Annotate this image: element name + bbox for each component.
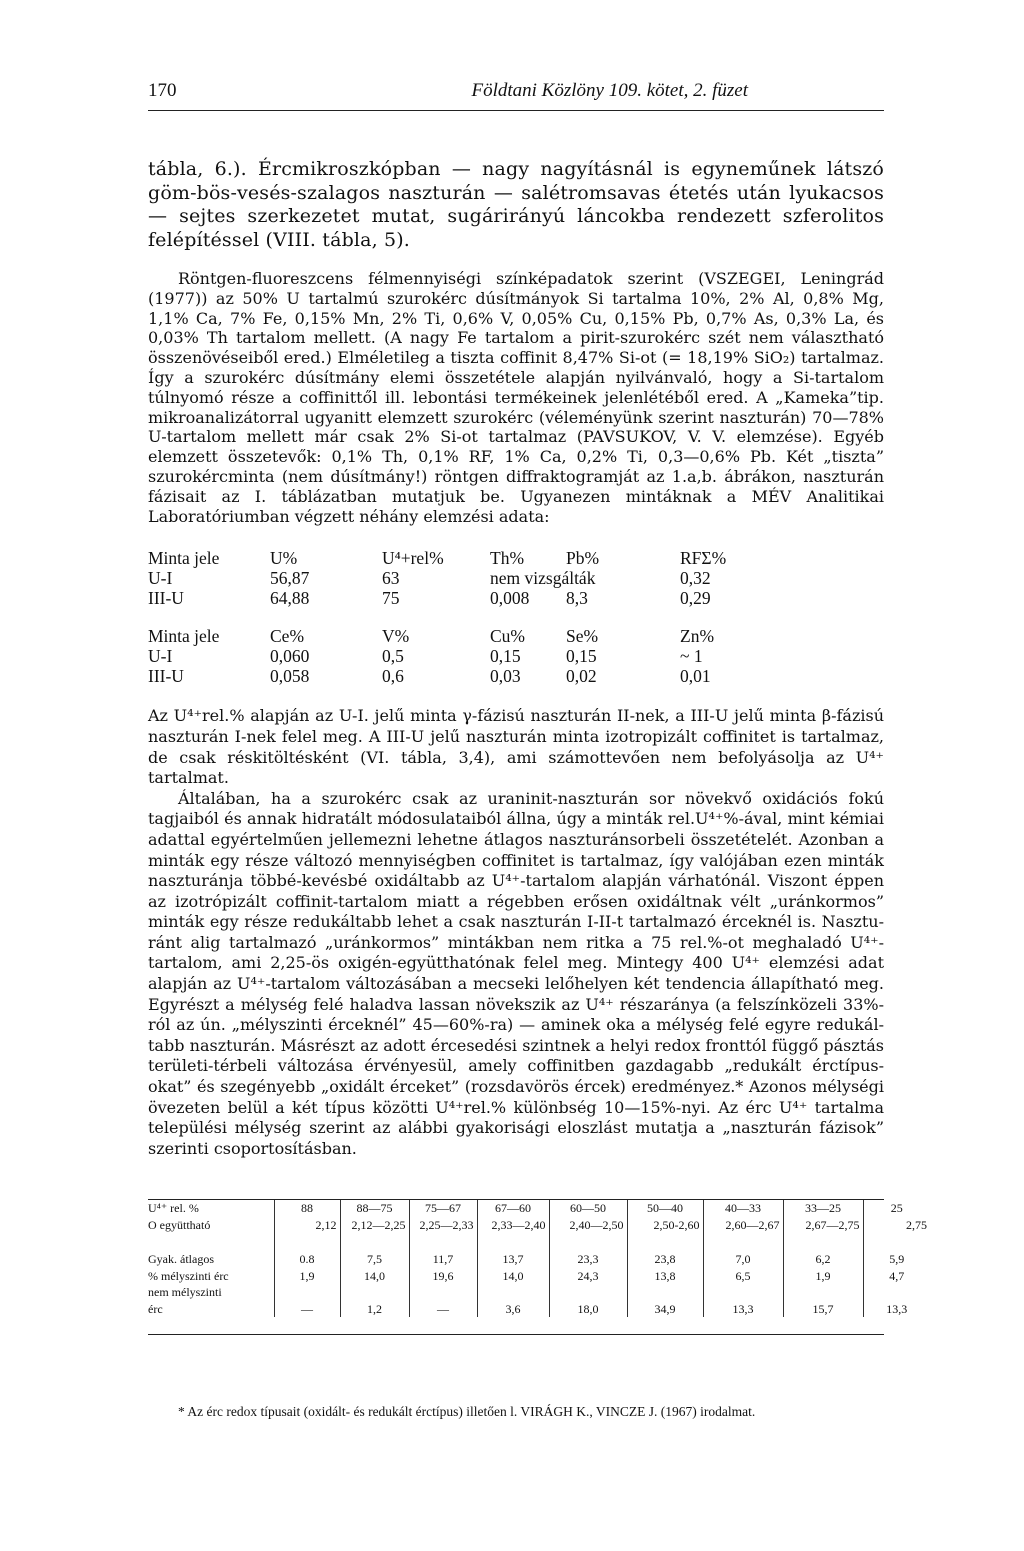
- table-cell: 0,060: [270, 646, 310, 667]
- table-cell: 2,50-2,60: [627, 1217, 703, 1234]
- table-cell: 14,0: [340, 1268, 409, 1285]
- table-cell: [274, 1284, 340, 1301]
- table-cell: 0,15: [490, 646, 521, 667]
- table-cell: [627, 1284, 703, 1301]
- table-cell: 56,87: [270, 568, 310, 589]
- table-cell: 60—50: [549, 1200, 627, 1217]
- table-cell: 0,01: [680, 666, 711, 687]
- table-cell: 33—25: [783, 1200, 863, 1217]
- row-u4-rel: [148, 1200, 930, 1217]
- table-cell: 40—33: [703, 1200, 783, 1217]
- table-cell: [863, 1284, 930, 1301]
- table-cell: 0.8: [274, 1251, 340, 1268]
- table-cell: ~ 1: [680, 646, 703, 667]
- header-cell: Se%: [566, 626, 599, 647]
- table-cell: 0,02: [566, 666, 597, 687]
- row-label: O együttható: [148, 1217, 211, 1232]
- row-label: % mélyszinti érc: [148, 1268, 229, 1283]
- table-cell: [783, 1284, 863, 1301]
- table-cell: 23,8: [627, 1251, 703, 1268]
- analysis-table-2-header: [148, 626, 884, 646]
- table-cell: 25: [863, 1200, 930, 1217]
- table-row: [148, 568, 884, 588]
- page: [148, 80, 927, 1335]
- table-cell: 5,9: [863, 1251, 930, 1268]
- footnote: * Az érc redox típusait (oxidált- és redukált érctípus) illetően l. VIRÁGH K., VINCZE J. (1967) irodalmat.: [178, 1404, 756, 1419]
- journal-title: Földtani Közlöny 109. kötet, 2. füzet: [471, 80, 748, 101]
- table-cell: 34,9: [627, 1301, 703, 1318]
- table-cell: 2,40—2,50: [549, 1217, 627, 1234]
- header-cell: V%: [382, 626, 410, 647]
- table-cell: [409, 1284, 477, 1301]
- row-label: U⁴⁺ rel. %: [148, 1201, 199, 1216]
- running-header: [148, 80, 884, 111]
- row-oxygen-coefficient: [148, 1217, 930, 1234]
- sample-id: U-I: [148, 646, 173, 667]
- table-cell: 0,058: [270, 666, 310, 687]
- table-cell: 0,03: [490, 666, 521, 687]
- table-cell: 6,2: [783, 1251, 863, 1268]
- header-cell: Ce%: [270, 626, 305, 647]
- sample-id: III-U: [148, 588, 184, 609]
- table-cell: 2,33—2,40: [477, 1217, 549, 1234]
- table-cell: 23,3: [549, 1251, 627, 1268]
- header-cell: U%: [270, 548, 298, 569]
- row-nondeep-ore: [148, 1301, 930, 1318]
- table-cell: 2,60—2,67: [703, 1217, 783, 1234]
- header-cell: Minta jele: [148, 548, 220, 569]
- table-cell: 64,88: [270, 588, 310, 609]
- table-cell: 18,0: [549, 1301, 627, 1318]
- paragraph-intro: tábla, 6.). Ércmikroszkópban — nagy nagyításnál is egyneműnek látszó göm-bös-vesés-szalagos naszturán — salétromsavas étetés után lyukacsos — sejtes szerkezetet mutat, sugárirányú láncokba rendezett szferolitos felépítéssel (VIII. tábla, 5).: [148, 158, 884, 251]
- table-cell: 67—60: [477, 1200, 549, 1217]
- paragraph-phase: Az U⁴⁺rel.% alapján az U-I. jelű minta γ-fázisú naszturán II-nek, a III-U jelű minta β-fázisú naszturán I-nek felel meg. A III-U jelű naszturán minta izotropizált coffinitet is tartalmaz, de csak réskitöltésként (VI. tábla, 3,4), ami számottevően nem befolyásolja az U⁴⁺ tartalmat.: [148, 706, 884, 788]
- table-cell: 13,7: [477, 1251, 549, 1268]
- table-cell: 1,2: [340, 1301, 409, 1318]
- row-label: nem mélyszinti: [148, 1285, 222, 1300]
- table-row: [148, 588, 884, 608]
- table-cell: 6,5: [703, 1268, 783, 1285]
- analysis-table: [148, 548, 884, 686]
- table-cell: 50—40: [627, 1200, 703, 1217]
- table-cell: 1,9: [783, 1268, 863, 1285]
- table-cell: 0,6: [382, 666, 404, 687]
- table-cell: 11,7: [409, 1251, 477, 1268]
- table-cell: 88: [274, 1200, 340, 1217]
- header-cell: Pb%: [566, 548, 600, 569]
- header-cell: U⁴+rel%: [382, 548, 444, 569]
- table-cell: 1,9: [274, 1268, 340, 1285]
- table-cell: 0,29: [680, 588, 711, 609]
- table-cell: 3,6: [477, 1301, 549, 1318]
- table-cell: 0,15: [566, 646, 597, 667]
- table-cell: 24,3: [549, 1268, 627, 1285]
- header-cell: Minta jele: [148, 626, 220, 647]
- table-cell: [549, 1284, 627, 1301]
- sample-id: III-U: [148, 666, 184, 687]
- table-cell: 0,008: [490, 588, 530, 609]
- table-cell: 7,0: [703, 1251, 783, 1268]
- table-cell: —: [409, 1301, 477, 1318]
- table-cell: [703, 1284, 783, 1301]
- paragraph-general: Általában, ha a szurokérc csak az uraninit-naszturán sor növekvő oxidációs fokú tagjaiból és annak hidratált módosulataiból állna, úgy a minták rel.U⁴⁺%-ával, mint kémiai adattal egyértelműen jellemezni lehetne átlagos naszturánsorbeli összetételét. Azonban a minták egy része változó mennyiségben coffinitet is tartalmaz, így valójában ezen minták naszturánja többé-kevésbé oxidáltabb az U⁴⁺-tartalom alapján várhatónál. Viszont éppen az izotrópizált coffinit-tartalom miatt a régebben erősen oxidáltnak vélt „uránkormos” minták egy része redukáltabb lehet a csak naszturán I-II-t tartalmazó érceknél is. Nasztu-ránt alig tartalmazó „uránkormos” mintákban nem ritka a 75 rel.%-ot meghaladó U⁴⁺-tartalom, ami 2,25-ös oxigén-együtthatónak felel meg. Mintegy 400 U⁴⁺ elemzési adat alapján az U⁴⁺-tartalom változásában a mecseki lelőhelyen két tendencia állapítható meg. Egyrészt a mélység felé haladva lassan növekszik az U⁴⁺ részaránya (a felszínközeli 33%-ról az ún. „mélyszinti érceknél” 45—60%-ra) — aminek oka a mélység felé egyre redukál-tabb naszturán. Másrészt az adott ércesedési szintnek a helyi redox fronttól függő pásztás területi-térbeli változása érvényesül, amely coffinitben gazdagabb „redukált érctípus-okat” és szegényebb „oxidált érceket” (rozsdavörös ércek) eredményez.* Azonos mélységi övezeten belül a két típus közötti U⁴⁺rel.% különbség 10—15%-nyi. Az érc U⁴⁺ tartalma települési mélység szerint az alábbi gyakorisági eloszlást mutatja a „naszturán fázisok” szerinti csoportosításban.: [148, 788, 884, 1158]
- table-row: [148, 646, 884, 666]
- table-cell: 63: [382, 568, 400, 589]
- row-nondeep-label: [148, 1284, 930, 1301]
- row-deep-ore: [148, 1268, 930, 1285]
- analysis-table-1-header: [148, 548, 884, 568]
- table-cell: 2,12—2,25: [340, 1217, 409, 1234]
- table-cell: 2,67—2,75: [783, 1217, 863, 1234]
- row-label: érc: [148, 1301, 163, 1316]
- table-cell: 8,3: [566, 588, 588, 609]
- table-cell: 7,5: [340, 1251, 409, 1268]
- table-cell: 88—75: [340, 1200, 409, 1217]
- table-cell: 2,25—2,33: [409, 1217, 477, 1234]
- table-cell: 0,5: [382, 646, 404, 667]
- header-cell: Th%: [490, 548, 525, 569]
- table-cell: nem vizsgálták: [490, 568, 596, 589]
- frequency-table: [148, 1199, 927, 1335]
- table-cell: 75: [382, 588, 400, 609]
- paragraph-xrf: Röntgen-fluoreszcens félmennyiségi színképadatok szerint (VSZEGEI, Leningrád (1977)) az 50% U tartalmú szurokérc dúsítmányok Si tartalma 10%, 2% Al, 0,8% Mg, 1,1% Ca, 7% Fe, 0,15% Mn, 2% Ti, 0,6% V, 0,05% Cu, 0,15% Pb, 0,7% As, 0,3% La, és 0,03% Th tartalom mellett. (A nagy Fe tartalom a pirit-szurokérc szét nem választható összenövéseiből ered.) Elméletileg a tiszta coffinit 8,47% Si-ot (= 18,19% SiO₂) tartalmaz. Így a szurokérc dúsítmány elemi összetétele alapján nyilvánvaló, hogy a Si-tartalom túlnyomó része a coffinittől ill. lebontási termékeinek jelenlétéből ered. A „Kameka”tip. mikroanalizátorral ugyanitt elemzett szurokérc (véleményünk szerint naszturán) 70—78% U-tartalom mellett már csak 2% Si-ot tartalmaz (PAVSUKOV, V. V. elemzése). Egyéb elemzett összetevők: 0,1% Th, 0,1% RF, 1% Ca, 0,2% Ti, 0,3—0,6% Pb. Két „tiszta” szurokércminta (nem dúsítmány!) röntgen diffraktogramját az 1.a,b. ábrákon, naszturán fázisait az I. táblázatban mutatjuk be. Ugyanezen mintáknak a MÉV Analitikai Laboratóriumban végzett néhány elemzési adata:: [148, 269, 884, 526]
- table-cell: 0,32: [680, 568, 711, 589]
- table-cell: 14,0: [477, 1268, 549, 1285]
- table-row: [148, 666, 884, 686]
- table-cell: 4,7: [863, 1268, 930, 1285]
- row-average: [148, 1251, 930, 1268]
- header-cell: RFΣ%: [680, 548, 727, 569]
- table-cell: 15,7: [783, 1301, 863, 1318]
- header-cell: Cu%: [490, 626, 525, 647]
- table-cell: [477, 1284, 549, 1301]
- table-cell: 13,8: [627, 1268, 703, 1285]
- sample-id: U-I: [148, 568, 173, 589]
- table-cell: 2,12: [274, 1217, 340, 1234]
- table-cell: 75—67: [409, 1200, 477, 1217]
- table-cell: 2,75: [863, 1217, 930, 1234]
- table-cell: 13,3: [703, 1301, 783, 1318]
- row-label: Gyak. átlagos: [148, 1252, 214, 1267]
- page-number: 170: [148, 80, 177, 101]
- header-cell: Zn%: [680, 626, 715, 647]
- table-cell: [340, 1284, 409, 1301]
- table-cell: 19,6: [409, 1268, 477, 1285]
- table-cell: 13,3: [863, 1301, 930, 1318]
- table-cell: —: [274, 1301, 340, 1318]
